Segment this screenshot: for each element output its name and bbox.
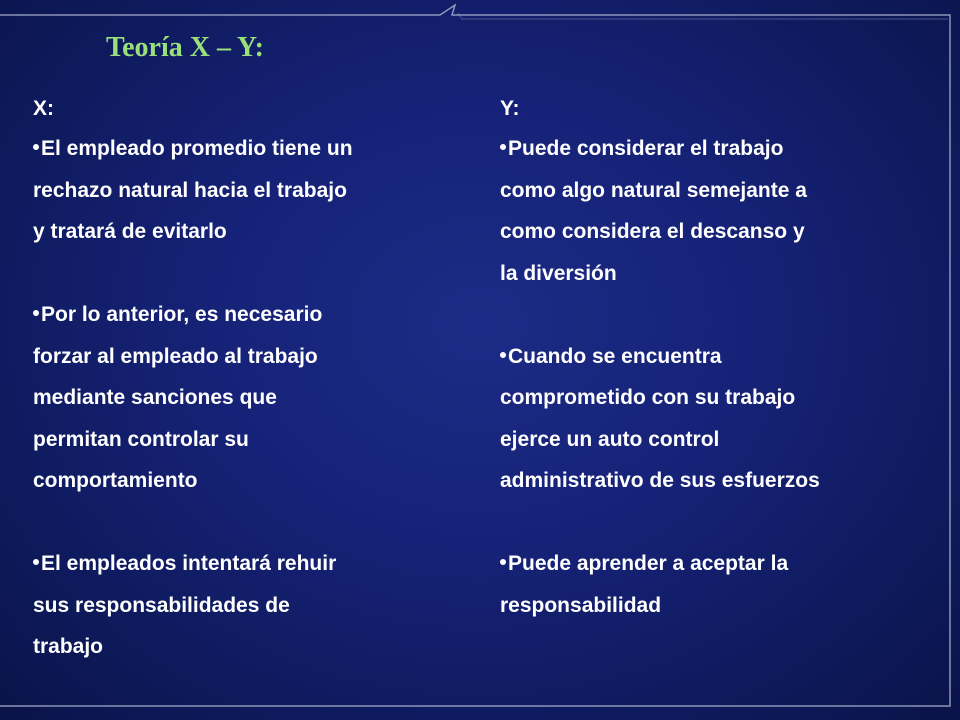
x-bullet-1 xyxy=(33,128,463,253)
text-line: como algo natural semejante a xyxy=(500,178,807,202)
bullet-icon xyxy=(33,144,39,150)
x-bullet-2 xyxy=(33,294,463,502)
text-line: sus responsabilidades de xyxy=(33,593,290,617)
text-line: El empleados intentará rehuir xyxy=(33,543,463,585)
bullet-icon xyxy=(33,310,39,316)
text-line: como considera el descanso y xyxy=(500,220,805,243)
column-y-heading: Y: xyxy=(500,97,520,120)
text-line: Puede considerar el trabajo xyxy=(500,128,930,170)
y-bullet-1 xyxy=(500,128,930,294)
text-line: Por lo anterior, es necesario xyxy=(33,294,463,336)
column-x-heading: X: xyxy=(33,97,54,120)
text-line: Puede aprender a aceptar la xyxy=(500,543,930,585)
text-line: rechazo natural hacia el trabajo xyxy=(33,178,347,202)
text-line: y tratará de evitarlo xyxy=(33,220,227,243)
text-line: forzar al empleado al trabajo xyxy=(33,344,318,368)
text-line: ejerce un auto control xyxy=(500,427,720,451)
text-line: la diversión xyxy=(500,261,617,285)
text-line: mediante sanciones que xyxy=(33,386,277,409)
text-line: administrativo de sus esfuerzos xyxy=(500,469,820,492)
bullet-icon xyxy=(500,352,506,358)
text-line: Cuando se encuentra xyxy=(500,336,930,378)
bullet-icon xyxy=(500,559,506,565)
column-x xyxy=(33,90,463,668)
text-line: trabajo xyxy=(33,635,104,658)
text-line: permitan controlar su xyxy=(33,427,249,451)
text-line: responsabilidad xyxy=(500,593,662,617)
y-bullet-2 xyxy=(500,336,930,502)
y-bullet-3 xyxy=(500,543,930,626)
text-line: comportamiento xyxy=(33,469,198,492)
bullet-icon xyxy=(33,559,39,565)
bullet-icon xyxy=(500,144,506,150)
text-line: comprometido con su trabajo xyxy=(500,386,796,409)
x-bullet-3 xyxy=(33,543,463,668)
column-y xyxy=(500,90,930,626)
slide-title: Teoría X – Y: xyxy=(106,32,264,63)
text-line: El empleado promedio tiene un xyxy=(33,128,463,170)
